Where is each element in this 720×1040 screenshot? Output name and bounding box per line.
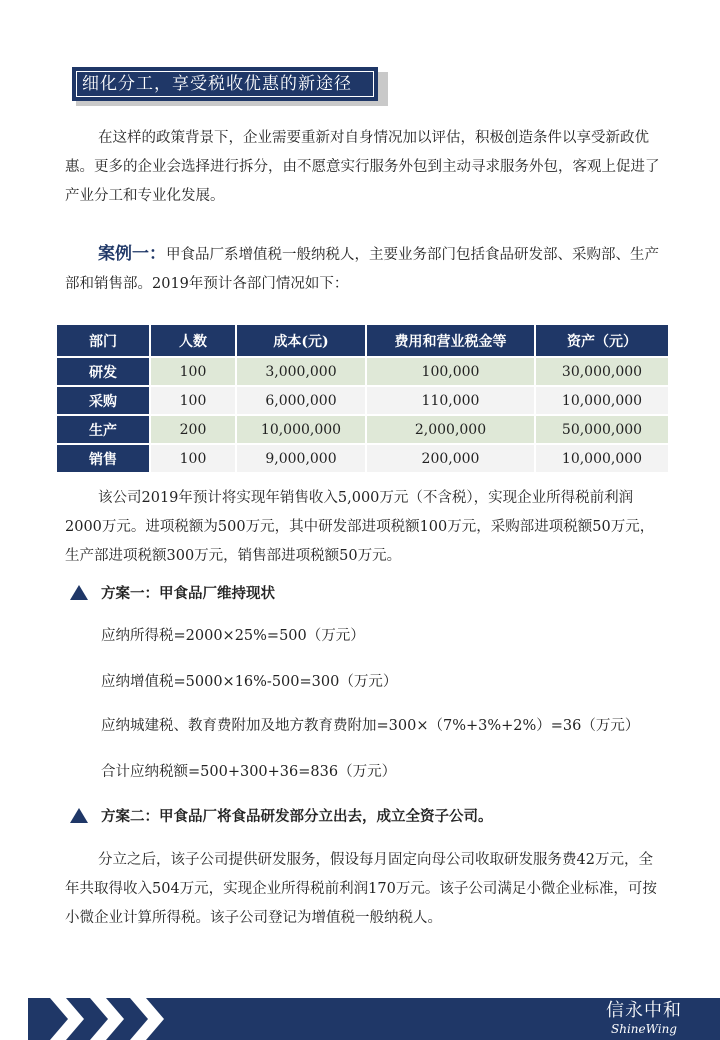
table-cell: 50,000,000: [535, 415, 668, 444]
table-cell: 10,000,000: [535, 386, 668, 415]
table-cell: 200: [150, 415, 236, 444]
table-cell: 100,000: [366, 357, 535, 386]
table-cell: 100: [150, 444, 236, 472]
formula-total: 合计应纳税额=500+300+36=836（万元）: [101, 764, 397, 780]
case-paragraph: [65, 240, 665, 299]
table-row: [57, 415, 668, 444]
company-logo: [604, 998, 684, 1040]
plan-two-paragraph: 分立之后，该子公司提供研发服务，假设每月固定向母公司收取研发服务费42万元，全年共取得收入504万元，实现企业所得税前利润170万元。该子公司满足小微企业标准，可按小微企业计算所得税。该子公司登记为增值税一般纳税人。: [65, 852, 657, 926]
case-lead: 案例一：: [98, 244, 166, 264]
table-cell: 100: [150, 386, 236, 415]
table-header-cell: 资产（元）: [535, 325, 668, 357]
section-title: [72, 67, 378, 101]
table-row-header: 研发: [57, 357, 150, 386]
table-cell: 6,000,000: [236, 386, 366, 415]
table-header-row: [57, 325, 668, 357]
logo-chinese-text: 信永中和: [606, 1000, 682, 1021]
plan-two-label: 方案二：甲食品厂将食品研发部分立出去，成立全资子公司。: [101, 807, 493, 825]
triangle-bullet-icon: [70, 585, 88, 600]
table-row: [57, 357, 668, 386]
summary-paragraph: 该公司2019年预计将实现年销售收入5,000万元（不含税），实现企业所得税前利润2000万元。进项税额为500万元，其中研发部进项税额100万元，采购部进项税额50万元，生产部进项税额300万元，销售部进项税额50万元。: [65, 490, 655, 564]
plan-two-heading: [70, 804, 493, 826]
table-cell: 30,000,000: [535, 357, 668, 386]
plan-one-heading: [70, 581, 275, 603]
table-row-header: 采购: [57, 386, 150, 415]
table-cell: 9,000,000: [236, 444, 366, 472]
table-header-cell: 成本(元): [236, 325, 366, 357]
table-header-cell: 部门: [57, 325, 150, 357]
table-cell: 110,000: [366, 386, 535, 415]
department-table: [57, 325, 668, 472]
triangle-bullet-icon: [70, 808, 88, 823]
table-row-header: 生产: [57, 415, 150, 444]
formula-vat: 应纳增值税=5000×16%-500=300（万元）: [101, 674, 398, 690]
case-text: 甲食品厂系增值税一般纳税人，主要业务部门包括食品研发部、采购部、生产部和销售部。2019年预计各部门情况如下：: [65, 247, 659, 292]
table-row: [57, 444, 668, 472]
table-cell: 10,000,000: [236, 415, 366, 444]
logo-english-text: ShineWing: [611, 1022, 677, 1036]
formula-surcharges: 应纳城建税、教育费附加及地方教育费附加=300×（7%+3%+2%）=36（万元）: [101, 718, 640, 734]
table-header-cell: 人数: [150, 325, 236, 357]
formula-income-tax: 应纳所得税=2000×25%=500（万元）: [101, 628, 365, 644]
plan-one-label: 方案一：甲食品厂维持现状: [101, 584, 275, 602]
table-cell: 10,000,000: [535, 444, 668, 472]
table-cell: 3,000,000: [236, 357, 366, 386]
chevron-arrows-icon: [28, 998, 188, 1040]
section-title-text: 细化分工，享受税收优惠的新途径: [82, 74, 352, 94]
table-cell: 100: [150, 357, 236, 386]
table-row-header: 销售: [57, 444, 150, 472]
intro-paragraph: 在这样的政策背景下，企业需要重新对自身情况加以评估，积极创造条件以享受新政优惠。更多的企业会选择进行拆分，由不愿意实行服务外包到主动寻求服务外包，客观上促进了产业分工和专业化发展。: [65, 130, 660, 204]
table-cell: 200,000: [366, 444, 535, 472]
table-row: [57, 386, 668, 415]
table-header-cell: 费用和营业税金等: [366, 325, 535, 357]
table-cell: 2,000,000: [366, 415, 535, 444]
